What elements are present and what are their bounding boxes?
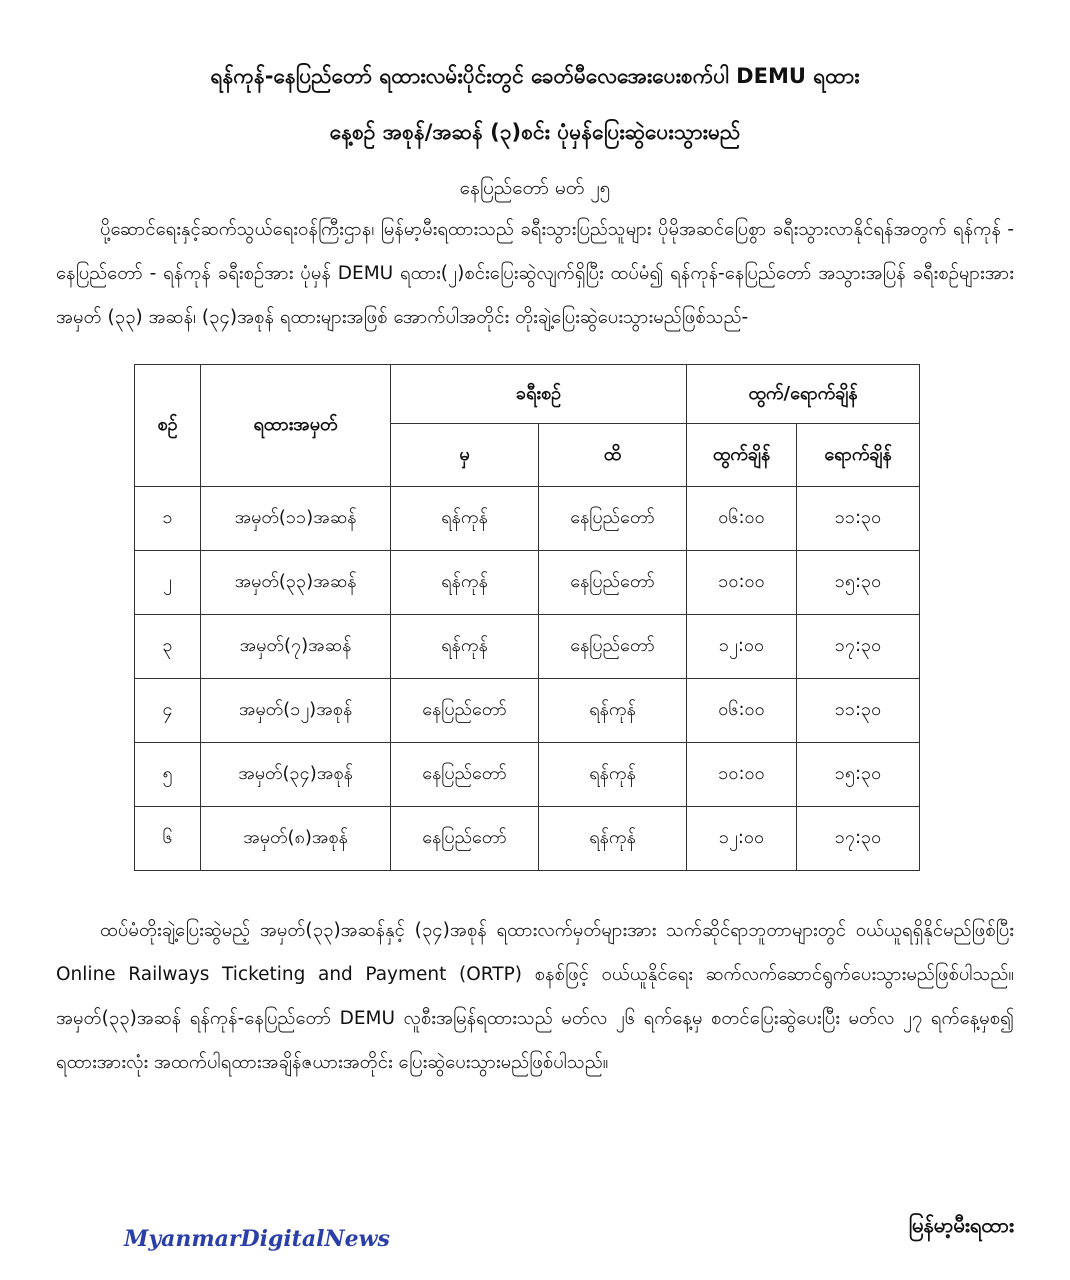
signature: မြန်မာ့မီးရထား xyxy=(908,1213,1014,1237)
headline-line-2: နေ့စဉ် အစုန်/အဆန် (၃)စင်း ပုံမှန်ပြေးဆွဲပေးသွားမည် xyxy=(329,120,741,144)
cell-train: အမှတ်(၁၂)အစုန် xyxy=(201,679,391,743)
cell-from: နေပြည်တော် xyxy=(391,807,539,871)
cell-to: နေပြည်တော် xyxy=(539,615,687,679)
cell-depart: ၀၆:၀၀ xyxy=(687,679,797,743)
cell-depart: ၀၆:၀၀ xyxy=(687,487,797,551)
header-route: ခရီးစဉ် xyxy=(391,365,687,424)
cell-depart: ၁၀:၀၀ xyxy=(687,551,797,615)
header-to: ထိ xyxy=(539,424,687,487)
header-depart: ထွက်ချိန် xyxy=(687,424,797,487)
cell-arrive: ၁၅:၃၀ xyxy=(797,551,920,615)
cell-train: အမှတ်(၃၄)အစုန် xyxy=(201,743,391,807)
cell-no: ၄ xyxy=(135,679,201,743)
cell-arrive: ၁၇:၃၀ xyxy=(797,807,920,871)
cell-depart: ၁၂:၀၀ xyxy=(687,807,797,871)
header-arrive: ရောက်ချိန် xyxy=(797,424,920,487)
brand-watermark: MyanmarDigitalNews xyxy=(124,1226,390,1252)
table-row xyxy=(135,487,920,551)
table-row xyxy=(135,679,920,743)
schedule-table xyxy=(134,364,920,871)
cell-arrive: ၁၅:၃၀ xyxy=(797,743,920,807)
cell-no: ၂ xyxy=(135,551,201,615)
footer xyxy=(0,1212,1070,1262)
table-header-row xyxy=(135,365,920,424)
table-row xyxy=(135,551,920,615)
header-no: စဉ် xyxy=(135,365,201,487)
table-row xyxy=(135,615,920,679)
headline-line-1: ရန်ကုန်-နေပြည်တော် ရထားလမ်းပိုင်းတွင် ခေတ်မီလေအေးပေးစက်ပါ DEMU ရထား xyxy=(210,64,860,88)
cell-no: ၅ xyxy=(135,743,201,807)
cell-from: နေပြည်တော် xyxy=(391,679,539,743)
cell-train: အမှတ်(၃၃)အဆန် xyxy=(201,551,391,615)
cell-arrive: ၁၇:၃၀ xyxy=(797,615,920,679)
cell-to: ရန်ကုန် xyxy=(539,743,687,807)
cell-to: ရန်ကုန် xyxy=(539,679,687,743)
header-train-number: ရထားအမှတ် xyxy=(201,365,391,487)
cell-from: ရန်ကုန် xyxy=(391,487,539,551)
cell-depart: ၁၂:၀၀ xyxy=(687,615,797,679)
paragraph-1: ပို့ဆောင်ရေးနှင့်ဆက်သွယ်ရေးဝန်ကြီးဌာန၊ မြန်မာ့မီးရထားသည် ခရီးသွားပြည်သူများ ပိုမိုအဆင်ပြေစွာ ခရီးသွားလာနိုင်ရန်အတွက် ရန်ကုန် - နေပြည်တော် - ရန်ကုန် ခရီးစဉ်အား ပုံမှန် DEMU ရထား(၂)စင်းပြေးဆွဲလျက်ရှိပြီး ထပ်မံ၍ ရန်ကုန်-နေပြည်တော် အသွားအပြန် ခရီးစဉ်များအား အမှတ် (၃၃) အဆန်၊ (၃၄)အစုန် ရထားများအဖြစ် အောက်ပါအတိုင်း တိုးချဲ့ပြေးဆွဲပေးသွားမည်ဖြစ်သည်- xyxy=(56,219,1014,328)
dateline: နေပြည်တော် မတ် ၂၅ xyxy=(459,177,611,199)
cell-no: ၃ xyxy=(135,615,201,679)
header-from: မှ xyxy=(391,424,539,487)
cell-train: အမှတ်(၇)အဆန် xyxy=(201,615,391,679)
table-row xyxy=(135,807,920,871)
paragraph-2: ထပ်မံတိုးချဲ့ပြေးဆွဲမည့် အမှတ်(၃၃)အဆန်နှင့် (၃၄)အစုန် ရထားလက်မှတ်များအား သက်ဆိုင်ရာဘူတာများတွင် ဝယ်ယူရရှိနိုင်မည်ဖြစ်ပြီး Online Railways Ticketing and Payment (ORTP) စနစ်ဖြင့် ဝယ်ယူနိုင်ရေး ဆက်လက်ဆောင်ရွက်ပေးသွားမည်ဖြစ်ပါသည်။ အမှတ်(၃၃)အဆန် ရန်ကုန်-နေပြည်တော် DEMU လူစီးအမြန်ရထားသည် မတ်လ ၂၆ ရက်နေ့မှ စတင်ပြေးဆွဲပေးပြီး မတ်လ ၂၇ ရက်နေ့မှစ၍ ရထားအားလုံး အထက်ပါရထားအချိန်ဇယားအတိုင်း ပြေးဆွဲပေးသွားမည်ဖြစ်ပါသည်။ xyxy=(56,920,1014,1073)
cell-from: ရန်ကုန် xyxy=(391,615,539,679)
cell-to: ရန်ကုန် xyxy=(539,807,687,871)
cell-from: ရန်ကုန် xyxy=(391,551,539,615)
cell-train: အမှတ်(၁၁)အဆန် xyxy=(201,487,391,551)
cell-to: နေပြည်တော် xyxy=(539,551,687,615)
cell-to: နေပြည်တော် xyxy=(539,487,687,551)
cell-from: နေပြည်တော် xyxy=(391,743,539,807)
header-times: ထွက်/ရောက်ချိန် xyxy=(687,365,920,424)
schedule-table-wrapper xyxy=(134,364,919,871)
cell-arrive: ၁၁:၃၀ xyxy=(797,487,920,551)
cell-no: ၆ xyxy=(135,807,201,871)
cell-no: ၁ xyxy=(135,487,201,551)
table-row xyxy=(135,743,920,807)
cell-arrive: ၁၁:၃၀ xyxy=(797,679,920,743)
headline xyxy=(56,48,1014,160)
cell-train: အမှတ်(၈)အစုန် xyxy=(201,807,391,871)
cell-depart: ၁၀:၀၀ xyxy=(687,743,797,807)
